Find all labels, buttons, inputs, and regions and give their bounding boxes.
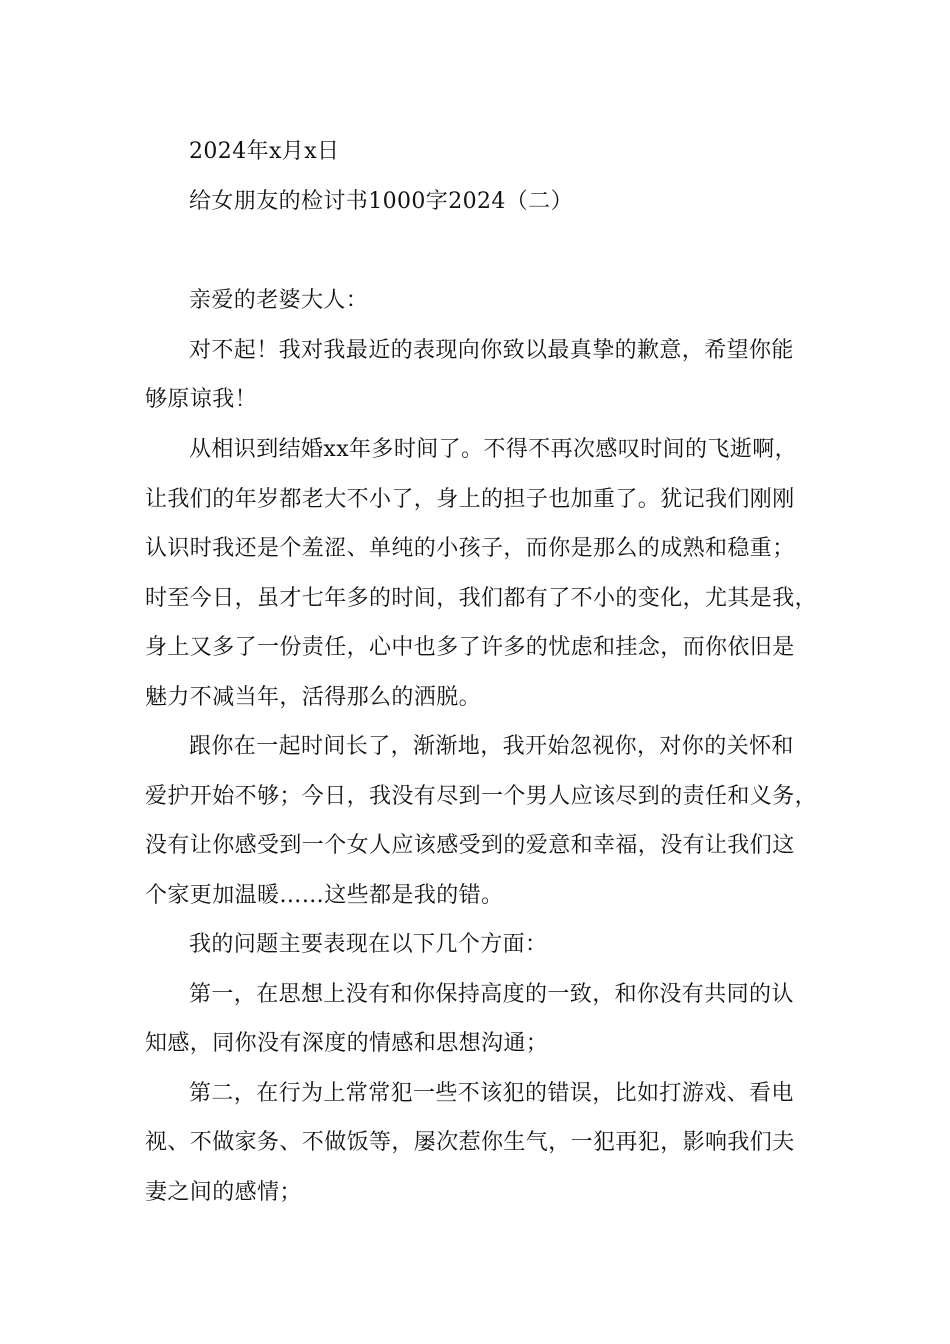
salutation: 亲爱的老婆大人： xyxy=(189,288,369,313)
body-line: 第二，在行为上常常犯一些不该犯的错误，比如打游戏、看电 xyxy=(189,1081,794,1106)
body-line: 让我们的年岁都老大不小了，身上的担子也加重了。犹记我们刚刚 xyxy=(145,487,795,512)
body-line: 认识时我还是个羞涩、单纯的小孩子，而你是那么的成熟和稳重； xyxy=(145,536,795,561)
body-line: 个家更加温暖……这些都是我的错。 xyxy=(145,883,504,908)
body-line: 时至今日，虽才七年多的时间，我们都有了不小的变化，尤其是我， xyxy=(145,586,818,611)
document-title: 给女朋友的检讨书1000字2024（二） xyxy=(189,189,573,214)
body-line: 跟你在一起时间长了，渐渐地，我开始忽视你，对你的关怀和 xyxy=(189,734,794,759)
document-date: 2024年x月x日 xyxy=(189,139,340,164)
body-line: 我的问题主要表现在以下几个方面： xyxy=(189,932,548,957)
body-line: 对不起！我对我最近的表现向你致以最真挚的歉意，希望你能 xyxy=(189,338,794,363)
body-line: 够原谅我！ xyxy=(145,387,258,412)
body-line: 身上又多了一份责任，心中也多了许多的忧虑和挂念，而你依旧是 xyxy=(145,635,795,660)
body-line: 第一，在思想上没有和你保持高度的一致，和你没有共同的认 xyxy=(189,982,794,1007)
body-line: 没有让你感受到一个女人应该感受到的爱意和幸福，没有让我们这 xyxy=(145,833,795,858)
body-line: 爱护开始不够；今日，我没有尽到一个男人应该尽到的责任和义务， xyxy=(145,784,818,809)
body-line: 从相识到结婚xx年多时间了。不得不再次感叹时间的飞逝啊， xyxy=(189,437,798,462)
body-line: 视、不做家务、不做饭等，屡次惹你生气，一犯再犯，影响我们夫 xyxy=(145,1130,795,1155)
body-line: 知感，同你没有深度的情感和思想沟通； xyxy=(145,1031,549,1056)
body-line: 魅力不减当年，活得那么的洒脱。 xyxy=(145,685,482,710)
body-line: 妻之间的感情； xyxy=(145,1180,302,1205)
